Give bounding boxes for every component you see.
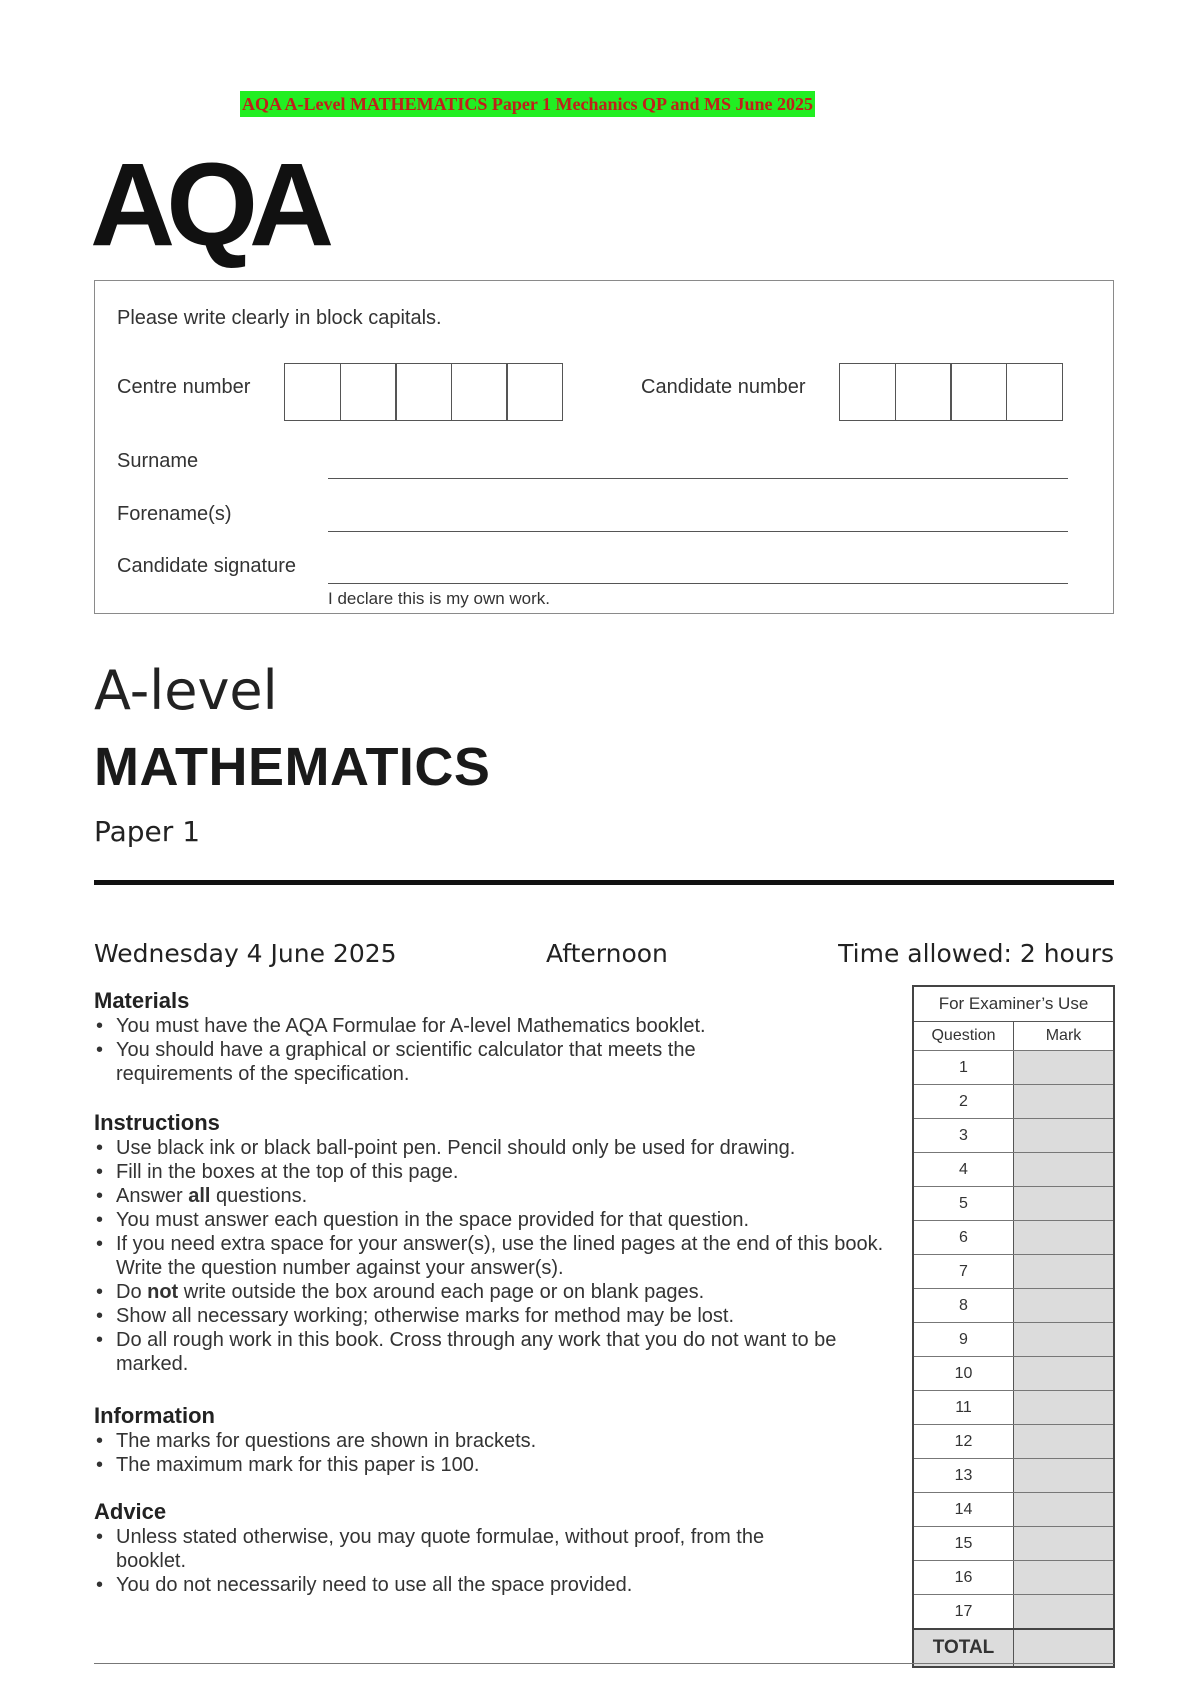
- instructions-list: [94, 1136, 904, 1376]
- list-item: [94, 1184, 904, 1208]
- list-item: • Fill in the boxes at the top of this page.: [94, 1160, 904, 1184]
- advice-heading: Advice: [94, 1499, 167, 1524]
- mark-cell[interactable]: [1014, 1561, 1113, 1594]
- mark-cell[interactable]: [1014, 1153, 1113, 1186]
- table-row: [914, 1187, 1113, 1221]
- question-number-cell: 10: [914, 1357, 1014, 1390]
- heading-divider: [94, 880, 1114, 885]
- table-row: [914, 1391, 1113, 1425]
- advice-list: [94, 1525, 814, 1597]
- qualification-level: A-level: [94, 659, 278, 722]
- list-item: • The marks for questions are shown in brackets.: [94, 1429, 894, 1453]
- mark-cell[interactable]: [1014, 1425, 1113, 1458]
- question-number-cell: 6: [914, 1221, 1014, 1254]
- question-number-cell: 13: [914, 1459, 1014, 1492]
- materials-heading: Materials: [94, 988, 190, 1013]
- mark-cell[interactable]: [1014, 1255, 1113, 1288]
- document-banner: AQA A-Level MATHEMATICS Paper 1 Mechanics QP and MS June 2025: [240, 91, 815, 117]
- materials-list: [94, 1014, 814, 1086]
- total-mark-cell[interactable]: [1014, 1630, 1113, 1666]
- aqa-logo: AQA: [90, 139, 326, 271]
- candidate-details-box: [94, 280, 1114, 614]
- block-capitals-instruction: Please write clearly in block capitals.: [117, 307, 442, 329]
- centre-number-label: Centre number: [117, 376, 251, 398]
- question-number-cell: 7: [914, 1255, 1014, 1288]
- exam-session: Afternoon: [546, 939, 668, 968]
- centre-digit-box[interactable]: [506, 363, 563, 421]
- mark-cell[interactable]: [1014, 1595, 1113, 1628]
- candidate-number-boxes: [839, 363, 1063, 421]
- question-number-cell: 14: [914, 1493, 1014, 1526]
- mark-cell[interactable]: [1014, 1391, 1113, 1424]
- question-column-header: Question: [914, 1022, 1014, 1050]
- information-list: [94, 1429, 894, 1477]
- examiner-table-title: For Examiner’s Use: [914, 987, 1113, 1022]
- question-number-cell: 2: [914, 1085, 1014, 1118]
- list-item: • Use black ink or black ball-point pen. Pencil should only be used for drawing.: [94, 1136, 904, 1160]
- centre-digit-box[interactable]: [395, 363, 452, 421]
- list-item: [94, 1280, 904, 1304]
- total-label: TOTAL: [914, 1630, 1014, 1666]
- table-row: [914, 1323, 1113, 1357]
- declaration-text: I declare this is my own work.: [328, 589, 551, 608]
- candidate-number-label: Candidate number: [641, 376, 806, 398]
- examiner-table-rows: [914, 1051, 1113, 1628]
- signature-field[interactable]: [328, 583, 1068, 584]
- examiner-use-table: [912, 985, 1115, 1668]
- centre-number-boxes: [284, 363, 563, 421]
- mark-cell[interactable]: [1014, 1289, 1113, 1322]
- surname-field[interactable]: [328, 478, 1068, 479]
- subject-title: MATHEMATICS: [94, 737, 491, 797]
- forename-label: Forename(s): [117, 503, 232, 525]
- mark-cell[interactable]: [1014, 1323, 1113, 1356]
- instructions-heading: Instructions: [94, 1110, 220, 1135]
- question-number-cell: 11: [914, 1391, 1014, 1424]
- footer-divider: [94, 1663, 1114, 1664]
- surname-label: Surname: [117, 450, 199, 472]
- centre-digit-box[interactable]: [284, 363, 341, 421]
- list-item: • You do not necessarily need to use all the space provided.: [94, 1573, 814, 1597]
- table-row: [914, 1051, 1113, 1085]
- list-item: • Show all necessary working; otherwise marks for method may be lost.: [94, 1304, 904, 1328]
- mark-cell[interactable]: [1014, 1085, 1113, 1118]
- table-row: [914, 1527, 1113, 1561]
- question-number-cell: 5: [914, 1187, 1014, 1220]
- time-allowed: Time allowed: 2 hours: [838, 939, 1114, 968]
- list-item: • You must have the AQA Formulae for A-level Mathematics booklet.: [94, 1014, 814, 1038]
- table-row: [914, 1425, 1113, 1459]
- question-number-cell: 1: [914, 1051, 1014, 1084]
- table-row: [914, 1357, 1113, 1391]
- mark-cell[interactable]: [1014, 1459, 1113, 1492]
- list-item: • You must answer each question in the space provided for that question.: [94, 1208, 904, 1232]
- mark-cell[interactable]: [1014, 1493, 1113, 1526]
- mark-cell[interactable]: [1014, 1527, 1113, 1560]
- question-number-cell: 16: [914, 1561, 1014, 1594]
- candidate-digit-box[interactable]: [1006, 363, 1063, 421]
- question-number-cell: 3: [914, 1119, 1014, 1152]
- question-number-cell: 4: [914, 1153, 1014, 1186]
- centre-digit-box[interactable]: [451, 363, 508, 421]
- table-row: [914, 1085, 1113, 1119]
- table-row: [914, 1119, 1113, 1153]
- signature-label: Candidate signature: [117, 555, 297, 577]
- mark-cell[interactable]: [1014, 1119, 1113, 1152]
- total-row: [914, 1628, 1113, 1666]
- question-number-cell: 8: [914, 1289, 1014, 1322]
- mark-column-header: Mark: [1014, 1022, 1113, 1050]
- list-item: • Do all rough work in this book. Cross through any work that you do not want to be marked.: [94, 1328, 904, 1376]
- information-heading: Information: [94, 1403, 215, 1428]
- table-row: [914, 1153, 1113, 1187]
- forename-field[interactable]: [328, 531, 1068, 532]
- paper-number: Paper 1: [94, 815, 201, 848]
- mark-cell[interactable]: [1014, 1221, 1113, 1254]
- do-not-write-text: Do not write outside the box around each page or on blank pages.: [116, 1281, 705, 1303]
- candidate-digit-box[interactable]: [839, 363, 896, 421]
- answer-all-text: Answer all questions.: [116, 1185, 308, 1207]
- mark-cell[interactable]: [1014, 1051, 1113, 1084]
- question-number-cell: 12: [914, 1425, 1014, 1458]
- table-row: [914, 1459, 1113, 1493]
- question-number-cell: 17: [914, 1595, 1014, 1628]
- list-item: • Unless stated otherwise, you may quote formulae, without proof, from the booklet.: [94, 1525, 814, 1573]
- candidate-digit-box[interactable]: [895, 363, 952, 421]
- candidate-digit-box[interactable]: [950, 363, 1007, 421]
- exam-date: Wednesday 4 June 2025: [94, 939, 397, 968]
- table-row: [914, 1493, 1113, 1527]
- mark-cell[interactable]: [1014, 1187, 1113, 1220]
- question-number-cell: 9: [914, 1323, 1014, 1356]
- centre-digit-box[interactable]: [340, 363, 397, 421]
- table-row: [914, 1221, 1113, 1255]
- table-row: [914, 1561, 1113, 1595]
- mark-cell[interactable]: [1014, 1357, 1113, 1390]
- list-item: • You should have a graphical or scientific calculator that meets the requirements of the specification.: [94, 1038, 814, 1086]
- table-row: [914, 1595, 1113, 1628]
- list-item: • The maximum mark for this paper is 100.: [94, 1453, 894, 1477]
- question-number-cell: 15: [914, 1527, 1014, 1560]
- list-item: • If you need extra space for your answer(s), use the lined pages at the end of this book. Write the question number against your answer(s).: [94, 1232, 904, 1280]
- examiner-table-header: [914, 1022, 1113, 1051]
- table-row: [914, 1289, 1113, 1323]
- table-row: [914, 1255, 1113, 1289]
